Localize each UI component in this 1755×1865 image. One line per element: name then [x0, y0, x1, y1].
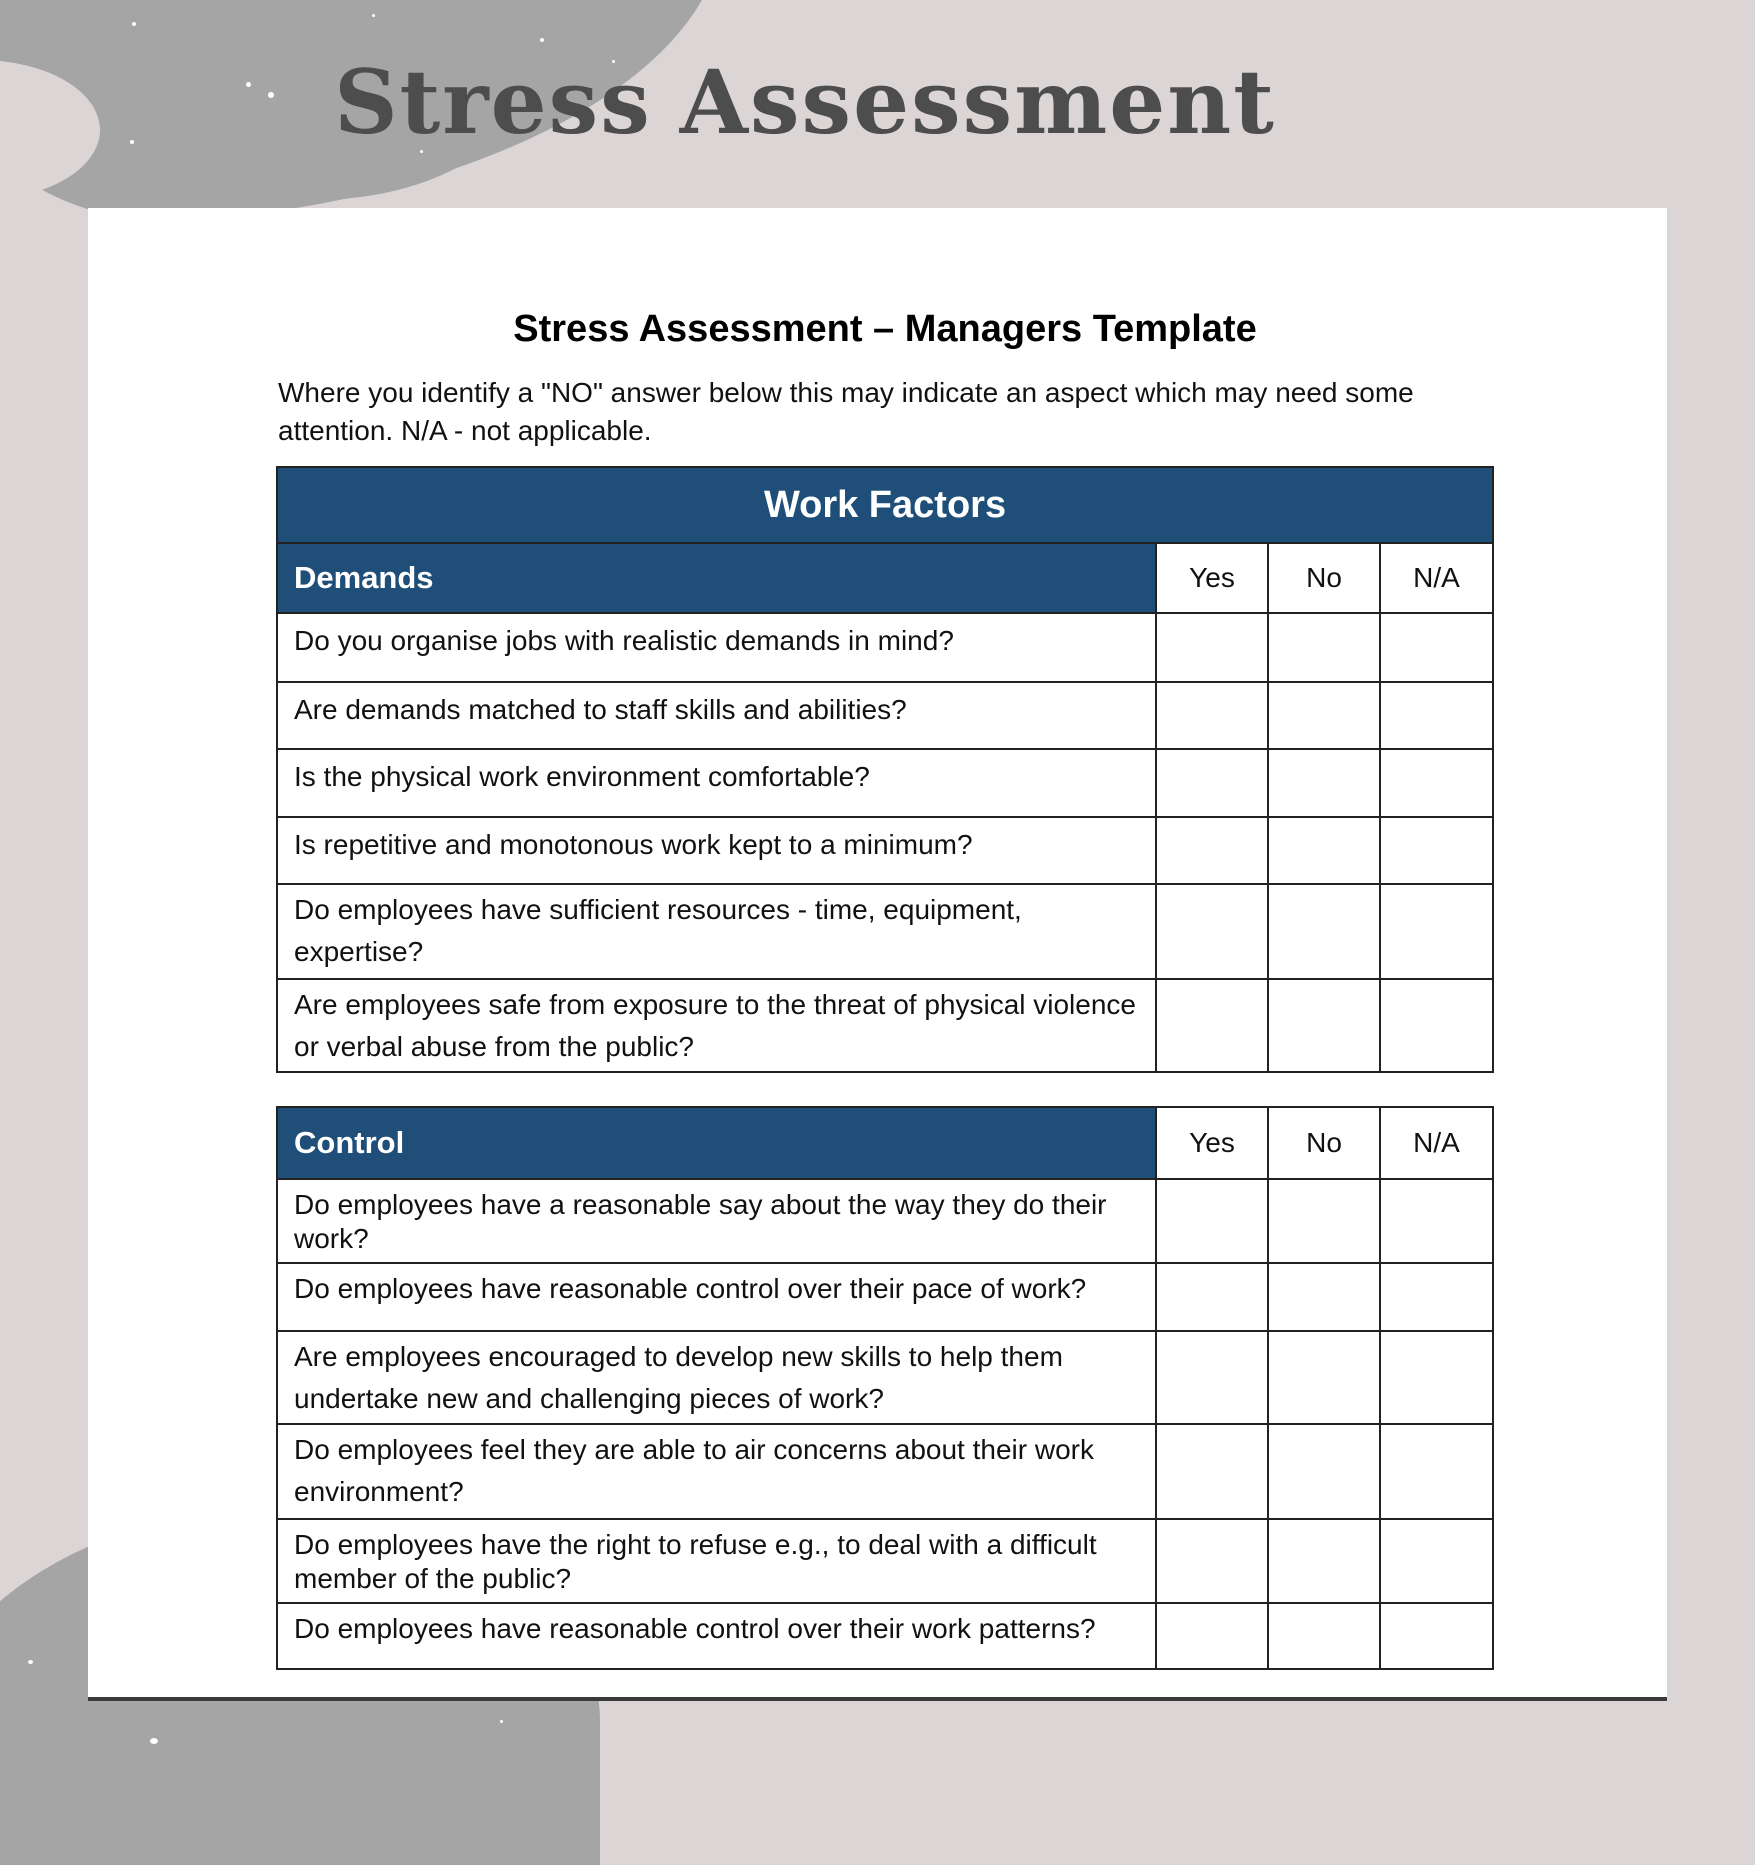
answer-na-box[interactable] — [1380, 1331, 1493, 1424]
table-row — [277, 1179, 1493, 1263]
answer-yes-box[interactable] — [1156, 979, 1268, 1072]
section-heading-control: Control — [277, 1107, 1156, 1179]
answer-yes-box[interactable] — [1156, 1424, 1268, 1519]
table-row — [277, 749, 1493, 817]
table-row — [277, 1424, 1493, 1519]
document-title: Stress Assessment – Managers Template — [513, 308, 1257, 350]
question-text: Is repetitive and monotonous work kept to a minimum? — [277, 817, 1156, 884]
table-row — [277, 682, 1493, 749]
answer-no-box[interactable] — [1268, 1331, 1380, 1424]
demands-table — [276, 466, 1494, 1073]
work-factors-heading: Work Factors — [277, 467, 1493, 543]
table-row — [277, 1519, 1493, 1603]
answer-yes-box[interactable] — [1156, 682, 1268, 749]
answer-na-box[interactable] — [1380, 979, 1493, 1072]
question-text: Are employees encouraged to develop new skills to help them undertake new and challenging pieces of work? — [277, 1331, 1156, 1424]
question-text: Do employees feel they are able to air concerns about their work environment? — [277, 1424, 1156, 1519]
answer-no-box[interactable] — [1268, 817, 1380, 884]
question-text: Do you organise jobs with realistic demands in mind? — [277, 613, 1156, 682]
speckle — [540, 38, 544, 42]
banner-title — [0, 50, 1610, 154]
table-row — [277, 613, 1493, 682]
answer-yes-box[interactable] — [1156, 1179, 1268, 1263]
column-header-yes: Yes — [1156, 543, 1268, 613]
question-text: Are demands matched to staff skills and abilities? — [277, 682, 1156, 749]
column-header-no: No — [1268, 543, 1380, 613]
control-table — [276, 1106, 1494, 1670]
question-text: Do employees have reasonable control over their work patterns? — [277, 1603, 1156, 1669]
answer-yes-box[interactable] — [1156, 1519, 1268, 1603]
answer-no-box[interactable] — [1268, 682, 1380, 749]
question-text: Are employees safe from exposure to the threat of physical violence or verbal abuse from the public? — [277, 979, 1156, 1072]
table-row — [277, 884, 1493, 979]
question-text: Do employees have sufficient resources - time, equipment, expertise? — [277, 884, 1156, 979]
answer-yes-box[interactable] — [1156, 1331, 1268, 1424]
answer-na-box[interactable] — [1380, 1519, 1493, 1603]
column-header-na: N/A — [1380, 1107, 1493, 1179]
question-text: Do employees have reasonable control over their pace of work? — [277, 1263, 1156, 1331]
answer-na-box[interactable] — [1380, 749, 1493, 817]
answer-na-box[interactable] — [1380, 817, 1493, 884]
banner-title-word2: Assessment — [679, 50, 1276, 154]
answer-yes-box[interactable] — [1156, 749, 1268, 817]
question-text: Is the physical work environment comfortable? — [277, 749, 1156, 817]
column-header-yes: Yes — [1156, 1107, 1268, 1179]
answer-na-box[interactable] — [1380, 1424, 1493, 1519]
table-row — [277, 817, 1493, 884]
answer-no-box[interactable] — [1268, 613, 1380, 682]
column-header-no: No — [1268, 1107, 1380, 1179]
answer-no-box[interactable] — [1268, 749, 1380, 817]
answer-no-box[interactable] — [1268, 1179, 1380, 1263]
answer-yes-box[interactable] — [1156, 817, 1268, 884]
speckle — [500, 1720, 503, 1723]
speckle — [150, 1738, 158, 1744]
answer-yes-box[interactable] — [1156, 1263, 1268, 1331]
section-heading-demands: Demands — [277, 543, 1156, 613]
question-text: Do employees have a reasonable say about the way they do their work? — [277, 1179, 1156, 1263]
banner-title-word1: Stress — [334, 50, 652, 154]
question-text: Do employees have the right to refuse e.g., to deal with a difficult member of the public? — [277, 1519, 1156, 1603]
document-page-edge — [88, 1697, 1667, 1701]
speckle — [28, 1660, 33, 1664]
table-row — [277, 1331, 1493, 1424]
answer-no-box[interactable] — [1268, 1263, 1380, 1331]
speckle — [372, 14, 375, 17]
answer-na-box[interactable] — [1380, 1603, 1493, 1669]
column-header-na: N/A — [1380, 543, 1493, 613]
answer-na-box[interactable] — [1380, 682, 1493, 749]
answer-no-box[interactable] — [1268, 1603, 1380, 1669]
answer-na-box[interactable] — [1380, 1263, 1493, 1331]
answer-na-box[interactable] — [1380, 613, 1493, 682]
answer-na-box[interactable] — [1380, 884, 1493, 979]
table-row — [277, 979, 1493, 1072]
answer-no-box[interactable] — [1268, 1519, 1380, 1603]
answer-no-box[interactable] — [1268, 979, 1380, 1072]
table-row — [277, 1603, 1493, 1669]
answer-na-box[interactable] — [1380, 1179, 1493, 1263]
answer-no-box[interactable] — [1268, 1424, 1380, 1519]
answer-yes-box[interactable] — [1156, 884, 1268, 979]
table-row — [277, 1263, 1493, 1331]
speckle — [132, 22, 136, 26]
answer-yes-box[interactable] — [1156, 1603, 1268, 1669]
answer-no-box[interactable] — [1268, 884, 1380, 979]
answer-yes-box[interactable] — [1156, 613, 1268, 682]
document-intro: Where you identify a "NO" answer below this may indicate an aspect which may need some attention. N/A - not applicable. — [278, 377, 1414, 446]
